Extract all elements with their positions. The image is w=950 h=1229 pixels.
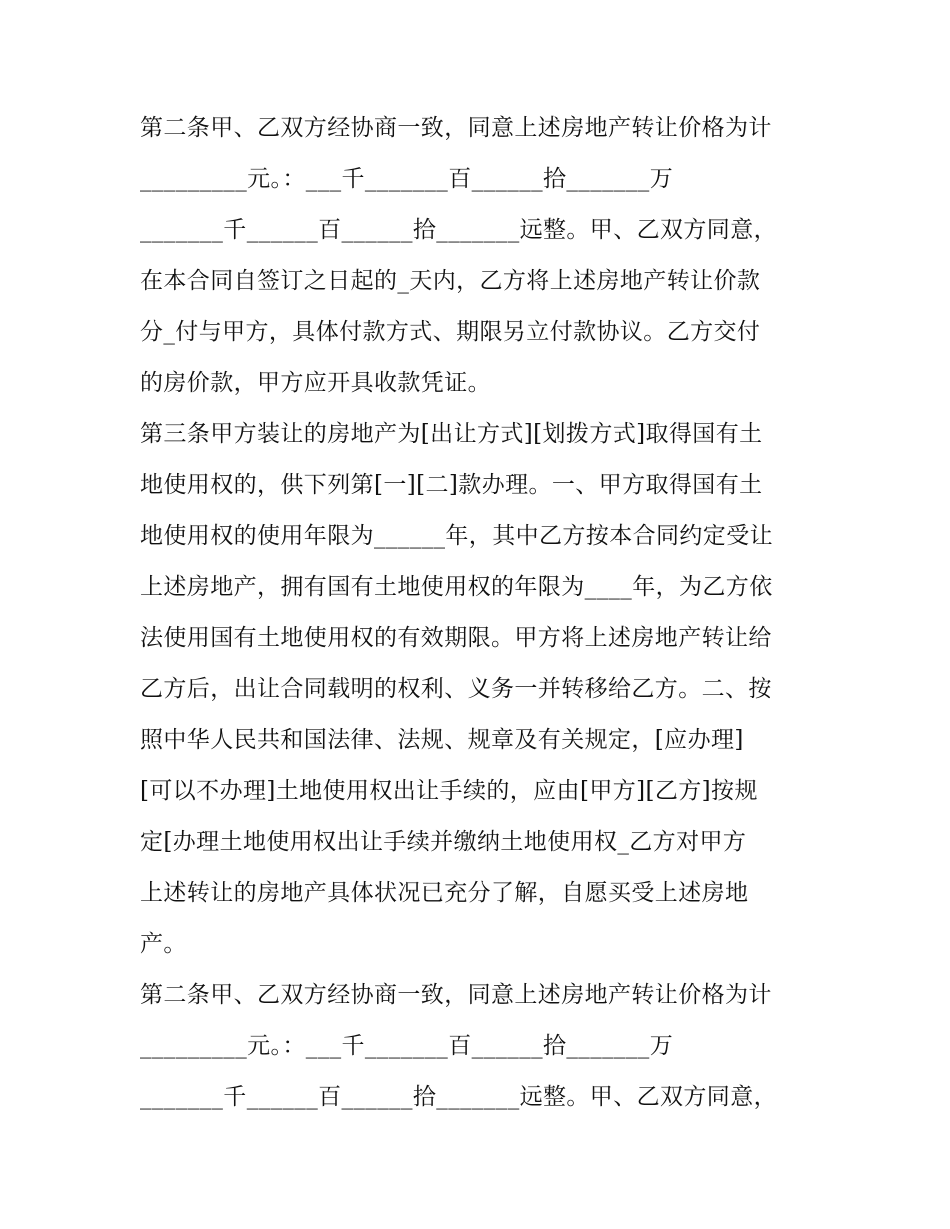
text-line: 在本合同自签订之日起的_天内，乙方将上述房地产转让价款 <box>140 268 761 294</box>
text-line: 法使用国有土地使用权的有效期限。甲方将上述房地产转让给 <box>140 625 772 651</box>
text-line: 上述房地产，拥有国有土地使用权的年限为____年，为乙方依 <box>140 574 773 600</box>
text-line: _______千______百______拾_______远整。甲、乙双方同意， <box>140 217 777 243</box>
text-line: _________元。：___千_______百______拾_______万 <box>140 1033 674 1059</box>
text-line: 产。 <box>140 931 187 957</box>
text-line: 地使用权的，供下列第[一][二]款办理。一、甲方取得国有土 <box>140 472 763 498</box>
text-line: 乙方后，出让合同载明的权利、义务一并转移给乙方。二、按 <box>140 676 772 702</box>
text-line: 第三条甲方装让的房地产为[出让方式][划拨方式]取得国有土 <box>140 421 763 447</box>
text-line: 第二条甲、乙双方经协商一致，同意上述房地产转让价格为计 <box>140 115 772 141</box>
text-line: 定[办理土地使用权出让手续并缴纳土地使用权_乙方对甲方 <box>140 829 747 855</box>
text-line: _______千______百______拾_______远整。甲、乙双方同意， <box>140 1084 777 1110</box>
text-line: [可以不办理]土地使用权出让手续的，应由[甲方][乙方]按规 <box>140 778 758 804</box>
text-line: 地使用权的使用年限为______年，其中乙方按本合同约定受让 <box>140 523 773 549</box>
text-line: 第二条甲、乙双方经协商一致，同意上述房地产转让价格为计 <box>140 982 772 1008</box>
text-line: 照中华人民共和国法律、法规、规章及有关规定，[应办理] <box>140 727 744 753</box>
text-line: _________元。：___千_______百______拾_______万 <box>140 166 674 192</box>
text-line: 分_付与甲方，具体付款方式、期限另立付款协议。乙方交付 <box>140 319 761 345</box>
text-line: 上述转让的房地产具体状况已充分了解，自愿买受上述房地 <box>140 880 749 906</box>
text-line: 的房价款，甲方应开具收款凭证。 <box>140 370 491 396</box>
